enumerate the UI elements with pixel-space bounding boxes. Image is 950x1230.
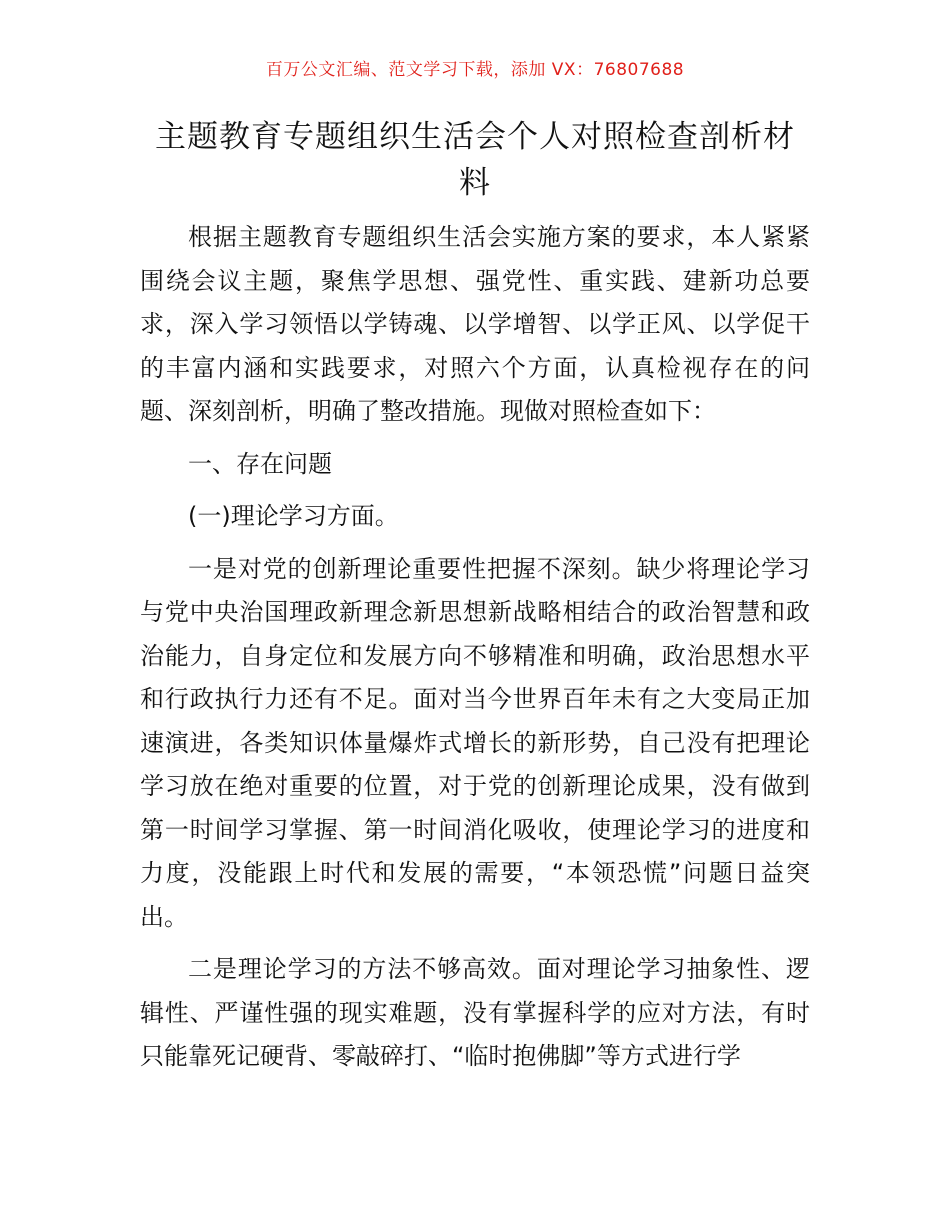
document-title: 主题教育专题组织生活会个人对照检查剖析材料 <box>155 119 795 201</box>
section-heading: 一、存在问题 <box>188 449 332 478</box>
header-banner: 百万公文汇编、范文学习下载，添加 VX：76807688 <box>265 60 685 80</box>
subsection-heading: (一)理论学习方面。 <box>188 502 399 530</box>
document-body <box>140 216 810 1088</box>
body-paragraph: 一是对党的创新理论重要性把握不深刻。缺少将理论学习与党中央治国理政新理念新思想新战略相结合的政治智慧和政治能力，自身定位和发展方向不够精准和明确，政治思想水平和行政执行力还有不足。面对当今世界百年未有之大变局正加速演进，各类知识体量爆炸式增长的新形势，自己没有把理论学习放在绝对重要的位置，对于党的创新理论成果，没有做到第一时间学习掌握、第一时间消化吸收，使理论学习的进度和力度，没能跟上时代和发展的需要，“本领恐慌”问题日益突出。 <box>140 554 810 931</box>
intro-paragraph: 根据主题教育专题组织生活会实施方案的要求，本人紧紧围绕会议主题，聚焦学思想、强党性、重实践、建新功总要求，深入学习领悟以学铸魂、以学增智、以学正风、以学促干的丰富内涵和实践要求，对照六个方面，认真检视存在的问题、深刻剖析，明确了整改措施。现做对照检查如下： <box>140 223 810 425</box>
body-paragraph: 二是理论学习的方法不够高效。面对理论学习抽象性、逻辑性、严谨性强的现实难题，没有掌握科学的应对方法，有时只能靠死记硬背、零敲碎打、“临时抱佛脚”等方式进行学 <box>140 955 810 1070</box>
